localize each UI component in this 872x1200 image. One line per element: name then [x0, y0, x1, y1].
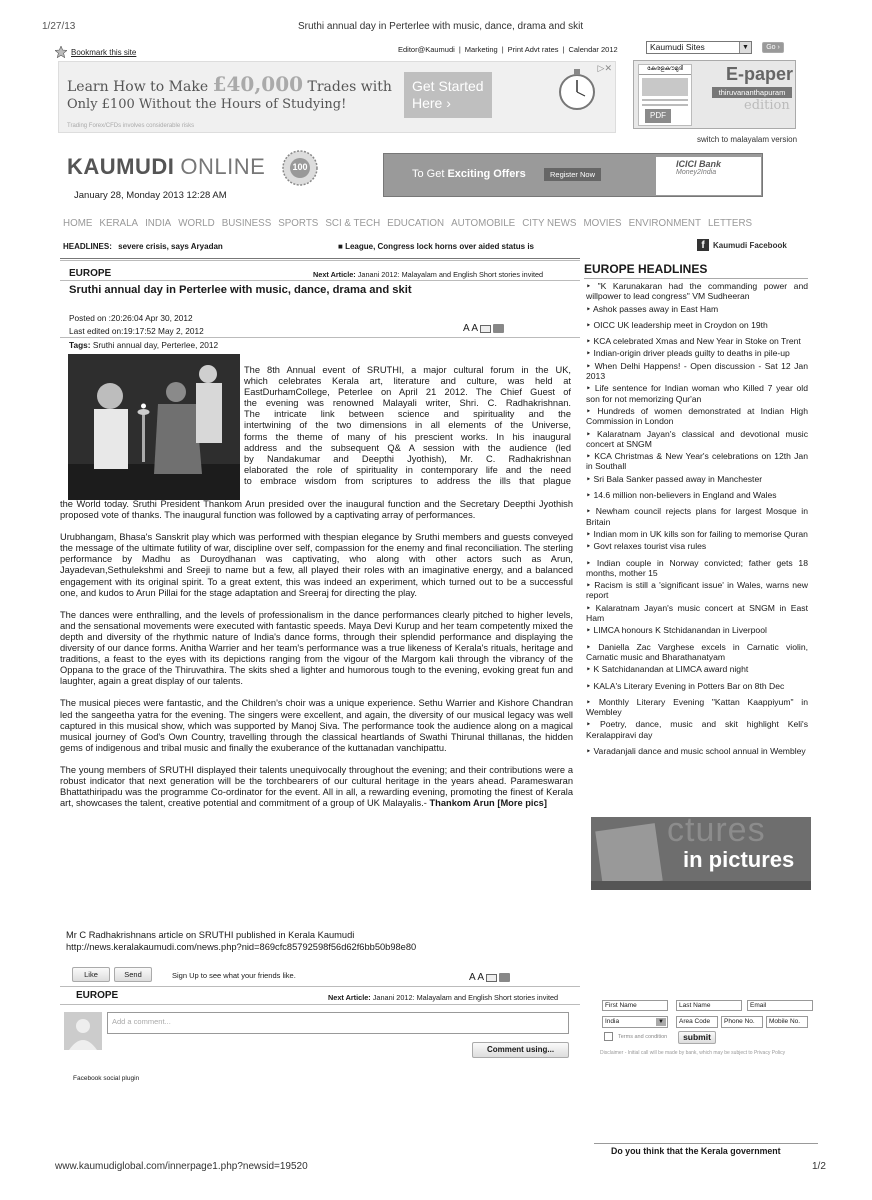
comment-input[interactable]: Add a comment...	[107, 1012, 569, 1034]
headline-text: Indian-origin driver pleads guilty to deaths in pile-up	[593, 348, 790, 359]
headline-item[interactable]: severe crisis, says Aryadan	[118, 242, 223, 251]
headline-link[interactable]: ‣ Monthly Literary Evening "Kattan Kaappiyum" in Wembley	[586, 696, 808, 718]
text-line: forms the theme of many of his prescient works. In his inaugural	[244, 431, 571, 442]
headline-item-text: League, Congress lock horns over aided status is	[345, 242, 535, 251]
poll-question: Do you think that the Kerala government	[611, 1146, 781, 1156]
register-now-button[interactable]: Register Now	[544, 168, 601, 181]
headline-link[interactable]: ‣ Indian couple in Norway convicted; father gets 18 months, mother 15	[586, 557, 808, 578]
nav-city-news[interactable]: CITY NEWS	[522, 218, 577, 229]
headline-text: KCA celebrated Xmas and New Year in Stoke on Trent	[593, 336, 801, 347]
print-title: Sruthi annual day in Perterlee with music, dance, drama and skit	[298, 21, 584, 32]
editor-link[interactable]: Editor@Kaumudi	[398, 45, 455, 54]
marketing-link[interactable]: Marketing	[464, 45, 498, 54]
tags-label: Tags:	[69, 340, 91, 350]
headline-link[interactable]: ‣ Sri Bala Sanker passed away in Manchester	[586, 473, 763, 484]
go-label: Go	[766, 44, 776, 51]
sidebar-heading: EUROPE HEADLINES	[584, 262, 708, 276]
banner-ad[interactable]	[58, 61, 616, 133]
headlines-label: HEADLINES:	[63, 242, 112, 251]
facebook-plugin-label: Facebook social plugin	[73, 1075, 140, 1082]
switch-malayalam-link[interactable]: switch to malayalam version	[697, 135, 798, 144]
text-line: to embrace wisdom from scriptures to address the ills that plague	[244, 475, 571, 486]
headline-link[interactable]: ‣ K Satchidanandan at LIMCA award night	[586, 664, 749, 675]
more-pics-link[interactable]: [More pics]	[497, 798, 547, 809]
terms-link[interactable]: Terms and condition	[618, 1034, 668, 1040]
facebook-icon[interactable]: f	[697, 239, 709, 251]
submit-button[interactable]: submit	[678, 1031, 716, 1044]
text-line: elaborated the role of spirituality in contemporary life and the need	[244, 464, 571, 475]
text-line: EastDurhamCollege, Peterlee on April 21 2012. The Chief Guest of	[244, 387, 571, 398]
headline-text: "K Karunakaran had the commanding power and willpower to lead congress" VM Sudheeran	[586, 281, 808, 302]
logo-suffix: ONLINE	[180, 154, 266, 179]
stopwatch-icon	[554, 66, 600, 112]
headline-text: Indian mom in UK kills son for failing to memorise Quran	[593, 528, 808, 539]
nav-automobile[interactable]: AUTOMOBILE	[451, 218, 516, 229]
text-line: by Nandakumar and Deepthi Jyothish), Mr. C. Radhakrishnan	[244, 453, 571, 464]
headline-link[interactable]: ‣ KCA celebrated Xmas and New Year in Stoke on Trent	[586, 336, 801, 347]
headlines-ticker	[63, 242, 223, 251]
headline-text: Indian couple in Norway convicted; father gets 18 months, mother 15	[586, 557, 808, 578]
paragraph-closing	[60, 765, 573, 809]
headline-link[interactable]: ‣ Varadanjali dance and music school annual in Wembley	[586, 745, 806, 756]
epaper-masthead: കേരളകൗമുദി	[639, 65, 691, 75]
headline-link[interactable]: ‣ Racism is still a 'significant issue' in Wales, warns new report	[586, 580, 808, 601]
divider	[60, 337, 580, 338]
main-nav	[63, 218, 803, 229]
ad-line1-pre: Learn How to Make	[67, 79, 213, 95]
headline-text: KCA Christmas & New Year's celebrations on 12th Jan in Southall	[586, 451, 808, 472]
headline-text: LIMCA honours K Stchidanandan in Liverpool	[593, 625, 767, 636]
epaper-city: thiruvananthapuram	[712, 87, 792, 98]
icici-brand: ICICI Bank	[676, 159, 722, 169]
headline-item[interactable]: ■ League, Congress lock horns over aided status is	[338, 242, 535, 251]
headline-text: Kalaratnam Jayan's music concert at SNGM in East Ham	[586, 602, 808, 624]
terms-checkbox[interactable]	[604, 1032, 613, 1041]
nav-home[interactable]: HOME	[63, 218, 93, 229]
mobile-field[interactable]: Mobile No.	[766, 1016, 808, 1028]
chevron-down-icon: ▼	[739, 42, 751, 53]
next-article-label: Next Article:	[328, 993, 371, 1002]
headline-link[interactable]: ‣ "K Karunakaran had the commanding power and willpower to lead congress" VM Sudheeran	[586, 281, 808, 302]
headline-text: Govt relaxes tourist visa rules	[593, 541, 707, 552]
icici-brand-box	[656, 157, 761, 195]
icici-ad[interactable]	[383, 153, 763, 197]
text-line: The intricate link between science and spirituality and the	[244, 409, 571, 420]
calendar-link[interactable]: Calendar 2012	[568, 45, 618, 54]
headline-link[interactable]: ‣ Life sentence for Indian woman who Killed 7 year old son for not memorizing Qur'an	[586, 383, 808, 404]
icici-text	[412, 168, 526, 180]
nav-india[interactable]: INDIA	[145, 218, 172, 229]
nav-environment[interactable]: ENVIRONMENT	[628, 218, 701, 229]
go-button[interactable]: Go ›	[762, 42, 784, 53]
print-icon[interactable]	[499, 973, 510, 982]
banner-strip	[591, 881, 811, 890]
headline-text: K Satchidanandan at LIMCA award night	[593, 664, 749, 675]
print-url: www.kaumudiglobal.com/innerpage1.php?newsid=19520	[55, 1161, 308, 1172]
divider	[60, 280, 580, 281]
headline-text: Varadanjali dance and music school annual in Wembley	[593, 745, 806, 756]
headline-link[interactable]: ‣ 14.6 million non-believers in England and Wales	[586, 490, 777, 501]
headline-text: Monthly Literary Evening "Kattan Kaappiyum" in Wembley	[586, 696, 808, 718]
nav-letters[interactable]: LETTERS	[707, 218, 753, 229]
headline-link[interactable]: ‣ KALA's Literary Evening in Potters Bar on 8th Dec	[586, 680, 785, 691]
country-value: India	[605, 1018, 620, 1025]
nav-world[interactable]: WORLD	[178, 218, 215, 229]
headline-link[interactable]: ‣ Indian mom in UK kills son for failing to memorise Quran	[586, 528, 808, 539]
headline-link[interactable]: ‣ Kalaratnam Jayan's classical and devotional music concert at SNGM	[586, 428, 808, 449]
headline-link[interactable]: ‣ Hundreds of women demonstrated at Indian High Commission in London	[586, 405, 808, 427]
headline-link[interactable]: ‣ Indian-origin driver pleads guilty to deaths in pile-up	[586, 348, 790, 359]
headline-text: Racism is still a 'significant issue' in Wales, warns new report	[586, 580, 808, 601]
country-select[interactable]	[602, 1016, 668, 1028]
article-photo[interactable]	[68, 354, 240, 500]
divider	[60, 1004, 580, 1005]
icici-text-pre: To Get	[412, 168, 448, 180]
nav-education[interactable]: EDUCATION	[387, 218, 445, 229]
close-icon[interactable]: ▷✕	[597, 63, 612, 73]
headline-link[interactable]: ‣ LIMCA honours K Stchidanandan in Liverpool	[586, 625, 767, 636]
send-button[interactable]: Send	[114, 967, 152, 982]
headline-text: OICC UK leadership meet in Croydon on 19th	[593, 319, 768, 330]
signup-prompt[interactable]: Sign Up to see what your friends like.	[172, 971, 296, 980]
headline-link[interactable]: ‣ When Delhi Happens! - Open discussion - Sat 12 Jan 2013	[586, 360, 808, 382]
in-pictures-banner[interactable]	[591, 817, 811, 890]
divider	[60, 986, 580, 987]
headline-link[interactable]: ‣ OICC UK leadership meet in Croydon on 19th	[586, 319, 768, 330]
article-tools-bottom	[469, 972, 510, 983]
headline-link[interactable]: ‣ Kalaratnam Jayan's music concert at SNGM in East Ham	[586, 602, 808, 624]
next-article-bottom[interactable]	[328, 993, 558, 1002]
reference-url[interactable]: http://news.keralakaumudi.com/news.php?nid=869cfc85792598f56d62f6bb50b98e80	[66, 942, 417, 952]
pdf-icon: PDF	[645, 109, 671, 123]
paragraph-intro	[244, 365, 571, 487]
phone-field[interactable]: Phone No.	[721, 1016, 763, 1028]
current-date: January 28, Monday 2013 12:28 AM	[74, 190, 227, 201]
headline-text: Newham council rejects plans for largest Mosque in Britain	[586, 506, 808, 527]
nav-sports[interactable]: SPORTS	[278, 218, 319, 229]
ad-line1-post: Trades with	[303, 79, 392, 95]
article-tools	[463, 323, 504, 334]
article-body	[60, 499, 573, 809]
epaper-edition: edition	[744, 98, 790, 113]
email-icon[interactable]	[480, 325, 491, 333]
last-name-field[interactable]: Last Name	[676, 1000, 742, 1011]
paragraph: The dances were enthralling, and the levels of professionalism in the dance performances clearly pitched to higher levels, and the sensational movements were executed with fantastic speeds. Maya Devi Kurup and her team competently mixed the depth and diversity of the rhythmic nature of India's dance forms, through their splendid performance and displaying the diversity of our dance forms. Anitha Warrier and her team's performance was a true likeness of Kerala's rituals, heritage and traditions, a feast to the eyes with its depictions ranging from the vigour of the Margom kali through the vibrancy of the Oppana to the grace of the Thiruvathira. The skits shed a lighter and humorous tough to the evening, evoking great fun and laughter, again a great display of our talents.	[60, 609, 573, 687]
print-page-number: 1/2	[812, 1161, 826, 1172]
headline-text: Life sentence for Indian woman who Killed 7 year old son for not memorizing Qur'an	[586, 383, 808, 404]
font-size-tool[interactable]: A A	[463, 323, 479, 334]
europe-headlines-list	[586, 281, 808, 756]
advt-rates-link[interactable]: Print Advt rates	[507, 45, 559, 54]
icici-product: Money2India	[676, 169, 717, 176]
section-label: EUROPE	[69, 268, 112, 279]
text-line: The 8th Annual event of SRUTHI, a major cultural forum in the UK,	[244, 365, 571, 375]
email-field[interactable]: Email	[747, 1000, 813, 1011]
text-line: the evening was renowned Malayali writer, Shri. C. Radhakrishnan.	[244, 398, 571, 409]
first-name-field[interactable]: First Name	[602, 1000, 668, 1011]
next-article-title: Janani 2012: Malayalam and English Short stories invited	[372, 993, 559, 1002]
sites-select[interactable]	[646, 41, 752, 54]
headline-link[interactable]: ‣ Ashok passes away in East Ham	[586, 303, 719, 314]
text-line: intertwining of the two dimensions in all elements of the Universe,	[244, 420, 571, 431]
bookmark-link[interactable]: Bookmark this site	[71, 48, 137, 57]
paragraph: The musical pieces were fantastic, and the Children's choir was a unique experience. Sethu Warrier and Kishore Chandran led the sangeetha yatra for the evening. The singers were excellent, and again, the diversity of our musical legacy was well captured in this musical show, which was supported by Manoj Siva. The performance took the audience along on a magical musical journey of God's Own Country, travelling through the classical heartlands of Swathi Thirunal thillanas, the hidden gems of indigenous and tribal music and finally the exuberance of the kuttanadan vanchipattu.	[60, 698, 573, 753]
last-edited: Last edited on:19:17:52 May 2, 2012	[69, 326, 204, 336]
author-name: Thankom Arun	[429, 798, 495, 809]
newspaper-thumbnail	[638, 64, 692, 126]
cta-line1: Get Started	[412, 78, 484, 94]
headline-link[interactable]: ‣ Newham council rejects plans for largest Mosque in Britain	[586, 506, 808, 527]
next-article[interactable]	[313, 270, 543, 279]
site-logo[interactable]	[67, 154, 265, 180]
centenary-seal-icon	[280, 148, 320, 188]
font-size-tool[interactable]: A A	[469, 972, 485, 983]
nav-movies[interactable]: MOVIES	[583, 218, 622, 229]
avatar	[64, 1012, 102, 1050]
ad-line2: Only £100 Without the Hours of Studying!	[67, 97, 347, 112]
paragraph: Urubhangam, Bhasa's Sanskrit play which was performed with thespian elegance by Sruthi members and guests conveyed the message of the ultimate futility of war, discipline over self, compassion for the enemy and final reconciliation. The sterling performance by Madhu as Duroydhanan was captivating, who along with other actors such as Arun, Jayadevan,Sethulekshmi and Sreeji to name but a few, all played their roles with an imaginative energy, and a balanced engagement with its original spirit. To a great extent, this was indeed an experiment, which turned out to be a successful one, and kudos to Arun Pillai for the stage adaptation and Sreeraj for directing the play.	[60, 532, 573, 598]
divider	[584, 278, 808, 279]
headline-text: Kalaratnam Jayan's classical and devotional music concert at SNGM	[586, 428, 808, 449]
divider	[60, 260, 580, 261]
pictures-label: in pictures	[683, 847, 795, 872]
section-label-bottom: EUROPE	[76, 990, 119, 1001]
comment-using-button[interactable]: Comment using...	[472, 1042, 569, 1058]
epaper-promo[interactable]	[633, 60, 796, 129]
article-title: Sruthi annual day in Perterlee with music, dance, drama and skit	[69, 284, 412, 296]
nav-business[interactable]: BUSINESS	[221, 218, 272, 229]
article-tags	[69, 340, 218, 350]
bookmark-icon[interactable]	[55, 46, 67, 58]
headline-text: 14.6 million non-believers in England and Wales	[593, 490, 777, 501]
ad-line1	[67, 72, 392, 96]
ad-disclaimer: Trading Forex/CFDs involves considerable risks	[67, 123, 195, 129]
headline-text: When Delhi Happens! - Open discussion - Sat 12 Jan 2013	[586, 360, 808, 382]
logo-name: KAUMUDI	[67, 154, 175, 179]
chevron-down-icon: ▼	[656, 1018, 666, 1026]
print-date: 1/27/13	[42, 21, 76, 32]
headline-link[interactable]: ‣ KCA Christmas & New Year's celebrations on 12th Jan in Southall	[586, 451, 808, 472]
headline-text: Poetry, dance, music and skit highlight Keli's Keralappiravi day	[586, 719, 808, 740]
photo-frame-icon	[595, 823, 662, 889]
form-disclaimer: Disclaimer - Initial call will be made by bank, which may be subject to Privacy Policy	[600, 1050, 786, 1056]
email-icon[interactable]	[486, 974, 497, 982]
paragraph: the World today. Sruthi President Thankom Arun presided over the inaugural function and the Secretary Deepthi Jyothish proposed vote of thanks. The inaugural function was followed by a captivating array of performances.	[60, 499, 573, 521]
nav-sci-tech[interactable]: SCI & TECH	[325, 218, 381, 229]
headline-text: Hundreds of women demonstrated at Indian High Commission in London	[586, 405, 808, 427]
text-line: address and the subsequent Q& A session with the audience (led	[244, 442, 571, 453]
paragraph-text: The young members of SRUTHI displayed their talents unequivocally throughout the evening; and their contributions were a robust indicator that next generation will be the torchbearers of our cultural heritage in the years ahead. Parameswaran Bhattathiripadu was the programme Co-ordinator for the event. All in all, a rewarding evening, promoting the finest of Kerala art, showcases the talent, creative potential and commitment of a group of UK Malayalis.-	[60, 764, 573, 809]
like-button[interactable]: Like	[72, 967, 110, 982]
headline-text: Sri Bala Sanker passed away in Manchester	[593, 473, 763, 484]
headline-link[interactable]: ‣ Govt relaxes tourist visa rules	[586, 541, 707, 552]
ad-amount: £40,000	[212, 72, 304, 96]
epaper-title: E-paper	[726, 64, 794, 84]
nav-kerala[interactable]: KERALA	[99, 218, 139, 229]
next-article-label: Next Article:	[313, 270, 356, 279]
headline-text: Ashok passes away in East Ham	[592, 303, 719, 314]
reference-text: Mr C Radhakrishnans article on SRUTHI published in Kerala Kaumudi	[66, 930, 355, 940]
headline-text: Daniella Zac Varghese excels in Carnatic violin, Carnatic music and Bharathanatyam	[586, 641, 808, 662]
text-line: which celebrates Kerala art, literature and culture, was held at	[244, 376, 571, 387]
area-code-field[interactable]: Area Code	[676, 1016, 718, 1028]
get-started-button[interactable]	[404, 72, 492, 118]
tags-value[interactable]: Sruthi annual day, Perterlee, 2012	[92, 340, 219, 350]
cta-line2: Here ›	[412, 95, 451, 111]
print-icon[interactable]	[493, 324, 504, 333]
headline-link[interactable]: ‣ Daniella Zac Varghese excels in Carnatic violin, Carnatic music and Bharathanatyam	[586, 641, 808, 662]
next-article-title: Janani 2012: Malayalam and English Short stories invited	[357, 270, 544, 279]
seal-badge: 100	[292, 162, 308, 172]
sites-select-value: Kaumudi Sites	[650, 42, 705, 52]
pictures-bg-text: ctures	[667, 817, 766, 849]
icici-text-bold: Exciting Offers	[447, 168, 526, 180]
divider	[60, 258, 580, 259]
headline-text: KALA's Literary Evening in Potters Bar on 8th Dec	[593, 680, 785, 691]
kaumudi-facebook-link[interactable]: Kaumudi Facebook	[713, 241, 787, 250]
headline-link[interactable]: ‣ Poetry, dance, music and skit highlight Keli's Keralappiravi day	[586, 719, 808, 740]
posted-on: Posted on :20:26:04 Apr 30, 2012	[69, 313, 193, 323]
divider	[594, 1143, 818, 1144]
top-links: Editor@Kaumudi | Marketing | Print Advt rates | Calendar 2012	[398, 45, 618, 54]
